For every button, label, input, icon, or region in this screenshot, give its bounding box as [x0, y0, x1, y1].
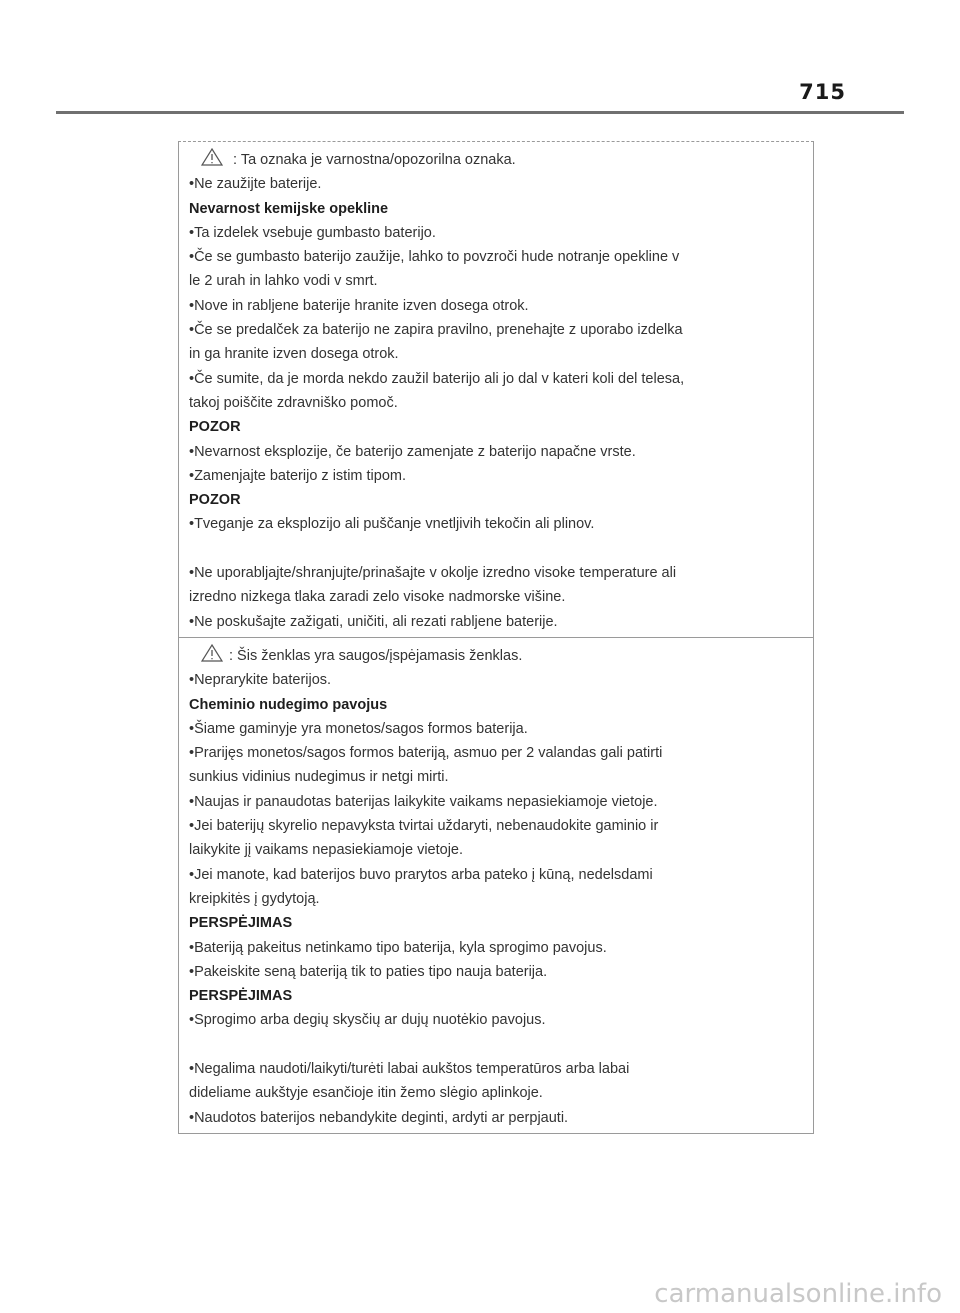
battery-warning-table [178, 141, 814, 1134]
warning-heading: POZOR [189, 419, 241, 436]
warning-text-line: •Tveganje za eksplozijo ali puščanje vnetljivih tekočin ali plinov. [189, 516, 595, 533]
warning-text-line: kreipkitės į gydytoją. [189, 890, 320, 907]
warning-heading: Nevarnost kemijske opekline [189, 200, 389, 217]
warning-text-line: le 2 urah in lahko vodi v smrt. [189, 273, 378, 290]
blank-line [189, 1033, 803, 1057]
warning-text-line: izredno nizkega tlaka zaradi zelo visoke nadmorske višine. [189, 589, 566, 606]
warning-text-line: •Nevarnost eksplozije, če baterijo zamenjate z baterijo napačne vrste. [189, 443, 636, 460]
warning-text-line: •Zamenjajte baterijo z istim tipom. [189, 467, 407, 484]
warning-text-line: sunkius vidinius nudegimus ir netgi mirti. [189, 769, 449, 786]
section-slovenian [179, 142, 813, 638]
warning-text-line: •Če se predalček za baterijo ne zapira pravilno, prenehajte z uporabo izdelka [189, 322, 683, 339]
warning-symbol-note [189, 148, 803, 172]
warning-text-line: takoj poiščite zdravniško pomoč. [189, 394, 398, 411]
warning-symbol-text: : Šis ženklas yra saugos/įspėjamasis ženklas. [229, 647, 523, 664]
warning-text-line: laikykite jį vaikams nepasiekiamoje vietoje. [189, 842, 464, 859]
warning-text-line: •Jei manote, kad baterijos buvo prarytos arba pateko į kūną, nedelsdami [189, 866, 653, 883]
warning-text-line: dideliame aukštyje esančioje itin žemo slėgio aplinkoje. [189, 1085, 543, 1102]
warning-text-line: •Naujas ir panaudotas baterijas laikykite vaikams nepasiekiamoje vietoje. [189, 793, 658, 810]
watermark: carmanualsonline.info [654, 1279, 942, 1309]
warning-text-line: •Ne zaužijte baterije. [189, 176, 322, 193]
warning-text-line: •Neprarykite baterijos. [189, 672, 332, 689]
blank-line [189, 537, 803, 561]
warning-text-line: •Sprogimo arba degių skysčių ar dujų nuotėkio pavojus. [189, 1012, 546, 1029]
warning-text-line: •Ne uporabljajte/shranjujte/prinašajte v okolje izredno visoke temperature ali [189, 565, 677, 582]
warning-text-line: •Šiame gaminyje yra monetos/sagos formos baterija. [189, 720, 528, 737]
warning-heading: POZOR [189, 492, 241, 509]
warning-text-line: •Nove in rabljene baterije hranite izven dosega otrok. [189, 297, 529, 314]
warning-symbol-text: : Ta oznaka je varnostna/opozorilna oznaka. [229, 152, 516, 168]
warning-text-line: •Bateriją pakeitus netinkamo tipo baterija, kyla sprogimo pavojus. [189, 939, 607, 956]
warning-triangle-icon [201, 644, 223, 662]
warning-text-line: •Negalima naudoti/laikyti/turėti labai aukštos temperatūros arba labai [189, 1060, 630, 1077]
warning-text-line: •Ta izdelek vsebuje gumbasto baterijo. [189, 224, 436, 241]
warning-text-line: •Prarijęs monetos/sagos formos bateriją, asmuo per 2 valandas gali patirti [189, 745, 663, 762]
section-lithuanian [179, 638, 813, 1133]
warning-triangle-icon [201, 148, 223, 166]
warning-text-line: •Če sumite, da je morda nekdo zaužil baterijo ali jo dal v kateri koli del telesa, [189, 370, 685, 387]
warning-heading: Cheminio nudegimo pavojus [189, 696, 388, 713]
warning-text-line: •Naudotos baterijos nebandykite deginti, ardyti ar perpjauti. [189, 1109, 569, 1126]
warning-text-line: in ga hranite izven dosega otrok. [189, 346, 399, 363]
warning-heading: PERSPĖJIMAS [189, 915, 293, 932]
warning-text-line: •Jei baterijų skyrelio nepavyksta tvirtai uždaryti, nebenaudokite gaminio ir [189, 818, 659, 835]
warning-text-line: •Ne poskušajte zažigati, uničiti, ali rezati rabljene baterije. [189, 613, 558, 630]
warning-symbol-note [189, 644, 803, 668]
warning-text-line: •Če se gumbasto baterijo zaužije, lahko to povzroči hude notranje opekline v [189, 249, 680, 266]
warning-heading: PERSPĖJIMAS [189, 988, 293, 1005]
warning-text-line: •Pakeiskite seną bateriją tik to paties tipo nauja baterija. [189, 963, 548, 980]
header-rule [56, 111, 904, 114]
page-number: 715 [799, 80, 846, 104]
